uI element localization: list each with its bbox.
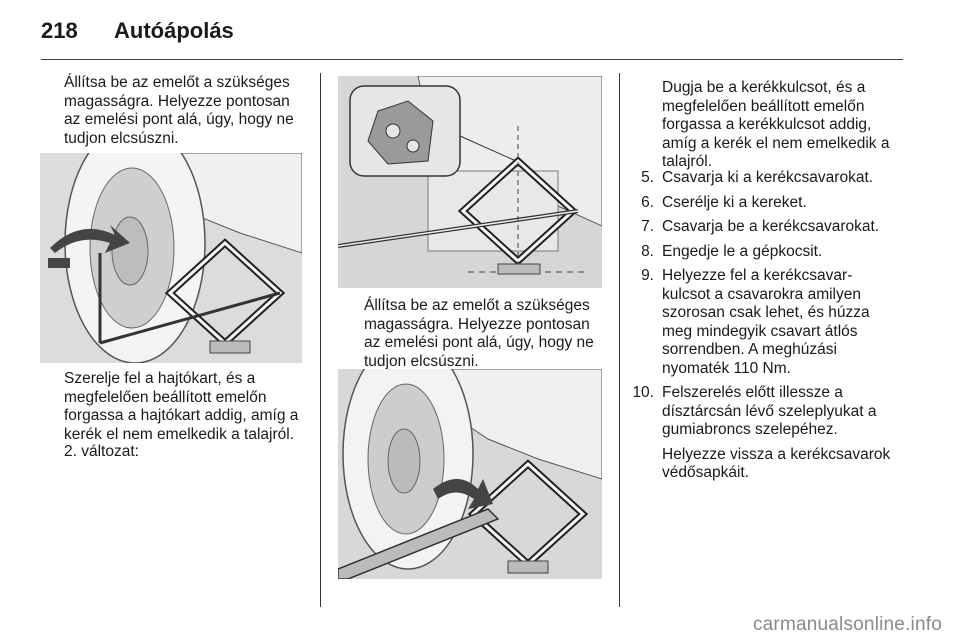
step-item [622, 384, 900, 483]
crank-jack-illustration [40, 153, 302, 363]
step-text: Csavarja be a kerékcsavarokat. [662, 218, 880, 235]
step-number: 5. [641, 169, 654, 186]
step-text: Helyezze fel a kerékcsavar-kulcsot a csavarokra amilyen szorosan csak lehet, és húzza meg mindegyik csavart átlós sorrendben. A meghúzási nyomaték 110 Nm. [662, 267, 870, 377]
step-text: Cserélje ki a kereket. [662, 193, 807, 211]
step-item [622, 243, 900, 262]
watermark: carmanualsonline.info [752, 614, 942, 635]
page-title: Autóápolás [114, 18, 234, 43]
step-item [622, 194, 900, 213]
step-number: 9. [641, 267, 654, 284]
column-divider-left [320, 73, 321, 607]
jack-lifting-point-illustration [338, 76, 602, 288]
jack-adjust-paragraph-2: Állítsa be az emelőt a szükséges magasságra. Helyezze pontosan az emelési pont alá, úgy, hogy ne tudjon elcsúszni. [364, 297, 594, 370]
step-number: 10. [632, 384, 654, 401]
step-10-extra: Helyezze vissza a kerékcsavarok védősapkáit. [662, 445, 891, 481]
wrench-instruction-paragraph: Dugja be a kerékkulcsot, és a megfelelően beállított emelőn forgassa a kerékkulcsot addig, amíg a kerék el nem emelkedik a talajról. [662, 79, 890, 170]
step-item [622, 218, 900, 237]
column-divider-right [619, 73, 620, 607]
step-item [622, 267, 900, 378]
step-text: Csavarja ki a kerékcsavarokat. [662, 169, 874, 186]
step-text: Felszerelés előtt illessze a dísztárcsán lévő szeleplyukat a gumiabroncs szelepéhez. [662, 384, 877, 438]
step-number: 8. [641, 242, 654, 260]
step-item [622, 169, 900, 188]
wrench-jack-illustration [338, 369, 602, 579]
steps-list [622, 169, 900, 489]
jack-adjust-paragraph: Állítsa be az emelőt a szükséges magasságra. Helyezze pontosan az emelési pont alá, úgy, hogy ne tudjon elcsúszni. [64, 74, 294, 147]
step-number: 7. [641, 218, 654, 235]
page-number: 218 [41, 18, 78, 43]
step-text: Engedje le a gépkocsit. [662, 242, 823, 260]
header-rule [41, 59, 903, 60]
crank-instruction-paragraph: Szerelje fel a hajtókart, és a megfelelően beállított emelőn forgassa a hajtókart addig, amíg a kerék el nem emelkedik a talajról. [64, 370, 299, 443]
step-number: 6. [641, 193, 654, 211]
variant-2-label: 2. változat: [64, 443, 139, 460]
